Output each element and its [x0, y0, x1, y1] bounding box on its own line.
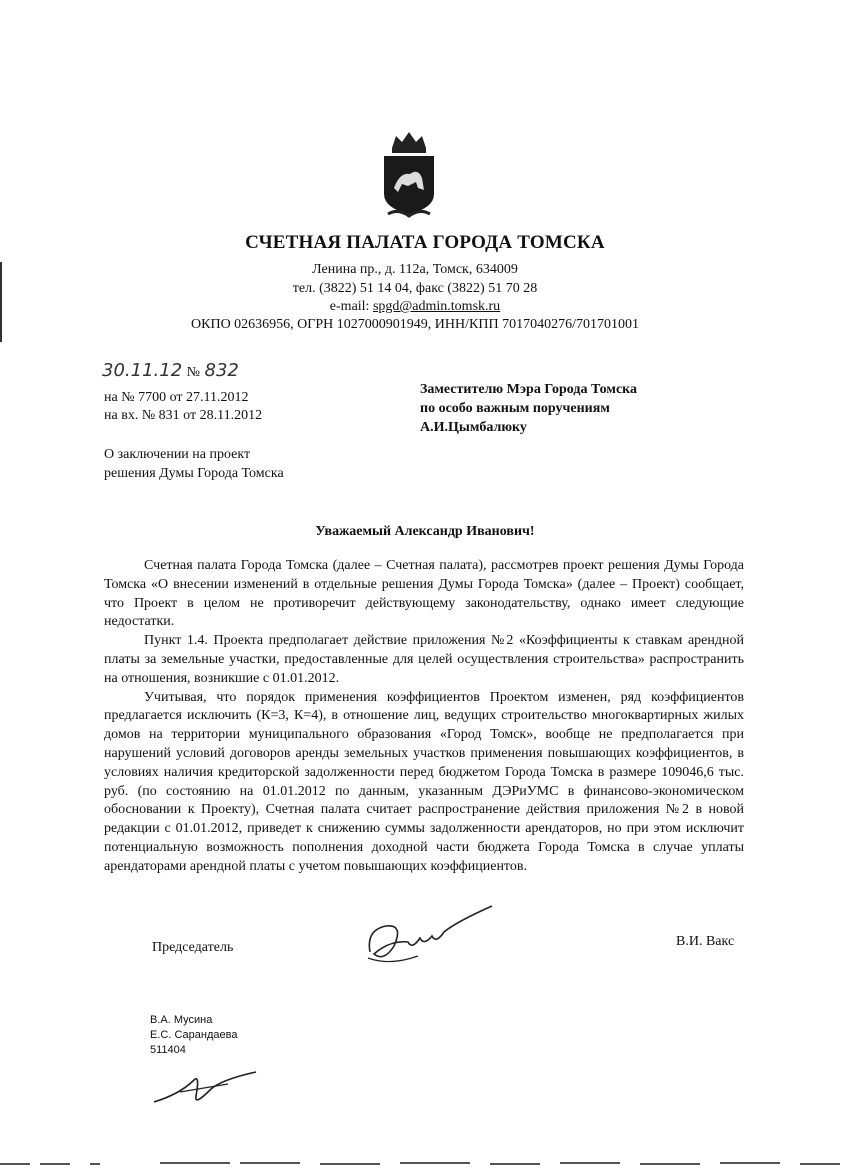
- addressee-position: Заместителю Мэра Города Томска: [420, 382, 638, 397]
- signatory-name: В.И. Вакс: [676, 934, 735, 949]
- organization-registry-codes: ОКПО 02636956, ОГРН 1027000901949, ИНН/КПП 7017040276/701701001: [191, 317, 639, 332]
- body-paragraph-1: Счетная палата Города Томска (далее – Счетная палата), рассмотрев проект решения Думы Города Томска «О внесении изменений в отдельные решения Думы Города Томска» (далее – Проект) сообщает, что Проект в целом не противоречит действующему законодательству, однако имеет следующие недостатки.: [104, 558, 744, 630]
- organization-address: Ленина пр., д. 112а, Томск, 634009: [312, 262, 518, 277]
- signatory-role: Председатель: [152, 940, 234, 955]
- coat-of-arms-icon: [378, 128, 440, 220]
- handwritten-initials: [150, 1066, 260, 1110]
- subject-line-2: решения Думы Города Томска: [104, 466, 284, 481]
- executor-1: В.А. Мусина: [150, 1014, 213, 1026]
- executors-block: [150, 1013, 237, 1058]
- organization-phones: тел. (3822) 51 14 04, факс (3822) 51 70 28: [292, 281, 538, 296]
- letter-body: [104, 557, 744, 877]
- addressee-name: А.И.Цымбалюку: [420, 420, 527, 435]
- body-paragraph-3: Учитывая, что порядок применения коэффициентов Проектом изменен, ряд коэффициентов предлагается исключить (К=3, К=4), в отношение лиц, ведущих строительство многоквартирных жилых домов на территории муниципального образования «Город Томск», вообще не предполагается при нарушений условий договоров аренды земельных участков применения повышающих коэффициентов, в условиях наличия кредиторской задолженности перед бюджетом Города Томска в размере 109046,6 тыс. руб. (по состоянию на 01.01.2012 по данным, указанным ДЭРиУМС в финансово-экономическом обосновании к Проекту), Счетная палата считает распространение действия приложения №2 в новой редакции с 01.01.2012, приведет к снижению суммы задолженности арендаторов, но при этом исключит потенциальную возможность пополнения доходной части бюджета Города Томска в случае уплаты арендаторами арендной платы с учетом повышающих коэффициентов.: [104, 689, 744, 874]
- executor-phone: 511404: [150, 1044, 186, 1056]
- addressee-block: [420, 380, 637, 437]
- handwritten-signature: [360, 900, 500, 970]
- subject-line-1: О заключении на проект: [104, 447, 251, 462]
- scan-footer-artifact: [0, 1158, 850, 1168]
- registration-number-line: [102, 360, 239, 381]
- organization-email-line: [0, 299, 830, 315]
- reference-outgoing: на № 7700 от 27.11.2012: [104, 390, 249, 405]
- body-paragraph-2: Пункт 1.4. Проекта предполагает действие приложения №2 «Коэффициенты к ставкам арендной платы за земельные участки, предоставленные для целей осуществления строительства» распространить на отношения, возникшие с 01.01.2012.: [104, 633, 744, 686]
- number-sign: №: [186, 365, 201, 380]
- subject-block: [104, 445, 284, 483]
- email-label: e-mail:: [329, 299, 373, 314]
- handwritten-number: 832: [204, 360, 239, 381]
- addressee-assignment: по особо важным поручениям: [420, 401, 610, 416]
- salutation: Уважаемый Александр Иванович!: [315, 524, 535, 539]
- organization-name: СЧЕТНАЯ ПАЛАТА ГОРОДА ТОМСКА: [245, 232, 605, 253]
- executor-2: Е.С. Сарандаева: [150, 1029, 238, 1041]
- handwritten-date: 30.11.12: [102, 360, 183, 381]
- reference-incoming: на вх. № 831 от 28.11.2012: [104, 408, 263, 423]
- email-link[interactable]: spgd@admin.tomsk.ru: [372, 299, 501, 314]
